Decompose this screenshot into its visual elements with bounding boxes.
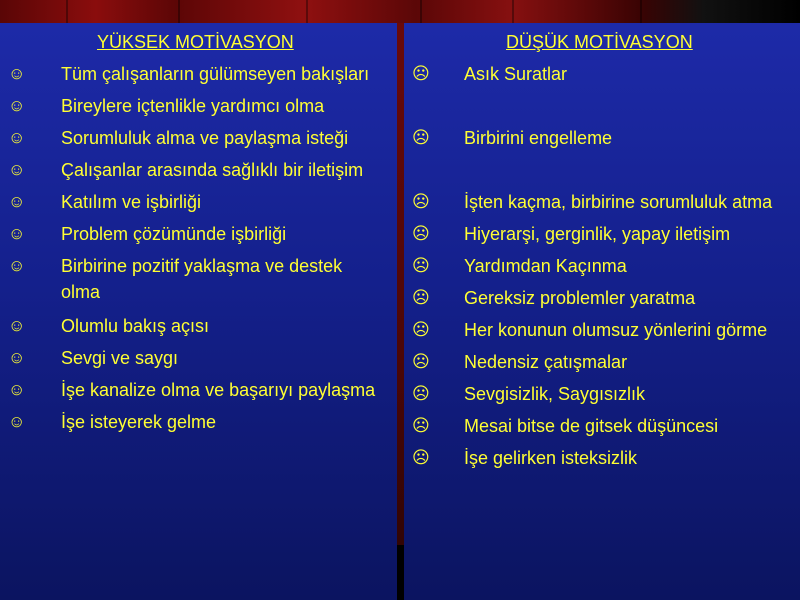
list-item: Sevgisizlik, Saygısızlık <box>464 384 646 404</box>
smiley-face-icon: ☺ <box>8 160 26 179</box>
list-item: İşe isteyerek gelme <box>61 412 217 432</box>
smiley-face-icon: ☺ <box>8 380 26 399</box>
smiley-face-icon: ☺ <box>8 316 26 335</box>
list-item: Nedensiz çatışmalar <box>464 352 628 372</box>
list-item: Tüm çalışanların gülümseyen bakışları <box>61 64 370 84</box>
list-item: Çalışanlar arasında sağlıklı bir iletişim <box>61 160 364 180</box>
list-item: Birbirini engelleme <box>464 128 613 148</box>
list-item: İşe gelirken isteksizlik <box>464 448 638 468</box>
sad-face-icon: ☹ <box>412 320 430 339</box>
smiley-face-icon: ☺ <box>8 412 26 431</box>
sad-face-icon: ☹ <box>412 192 430 211</box>
smiley-face-icon: ☺ <box>8 96 26 115</box>
sad-face-icon: ☹ <box>412 256 430 275</box>
smiley-face-icon: ☺ <box>8 348 26 367</box>
right-column-heading: DÜŞÜK MOTİVASYON <box>506 32 693 52</box>
list-item: Her konunun olumsuz yönlerini görme <box>464 320 768 340</box>
smiley-face-icon: ☺ <box>8 128 26 147</box>
right-panel <box>404 23 800 600</box>
list-item: Sorumluluk alma ve paylaşma isteği <box>61 128 349 148</box>
sad-face-icon: ☹ <box>412 224 430 243</box>
list-item: Sevgi ve saygı <box>61 348 179 368</box>
list-item: Katılım ve işbirliği <box>61 192 202 212</box>
list-item: Gereksiz problemler yaratma <box>464 288 696 308</box>
sad-face-icon: ☹ <box>412 416 430 435</box>
left-column-heading: YÜKSEK MOTİVASYON <box>97 32 294 52</box>
sad-face-icon: ☹ <box>412 128 430 147</box>
smiley-face-icon: ☺ <box>8 224 26 243</box>
sad-face-icon: ☹ <box>412 352 430 371</box>
top-decorative-bar <box>0 0 800 23</box>
list-item: Bireylere içtenlikle yardımcı olma <box>61 96 325 116</box>
sad-face-icon: ☹ <box>412 448 430 467</box>
smiley-face-icon: ☺ <box>8 64 26 83</box>
smiley-face-icon: ☺ <box>8 192 26 211</box>
list-item: İşe kanalize olma ve başarıyı paylaşma <box>61 380 376 400</box>
list-item: Hiyerarşi, gerginlik, yapay iletişim <box>464 224 731 244</box>
column-divider <box>397 23 404 600</box>
list-item: Birbirine pozitif yaklaşma ve destek olma <box>61 256 343 302</box>
list-item: Olumlu bakış açısı <box>61 316 210 336</box>
list-item: Mesai bitse de gitsek düşüncesi <box>464 416 719 436</box>
list-item: Yardımdan Kaçınma <box>464 256 627 276</box>
list-item: Asık Suratlar <box>464 64 568 84</box>
sad-face-icon: ☹ <box>412 384 430 403</box>
list-item: Problem çözümünde işbirliği <box>61 224 287 244</box>
sad-face-icon: ☹ <box>412 64 430 83</box>
sad-face-icon: ☹ <box>412 288 430 307</box>
smiley-face-icon: ☺ <box>8 256 26 275</box>
list-item: İşten kaçma, birbirine sorumluluk atma <box>464 192 773 212</box>
